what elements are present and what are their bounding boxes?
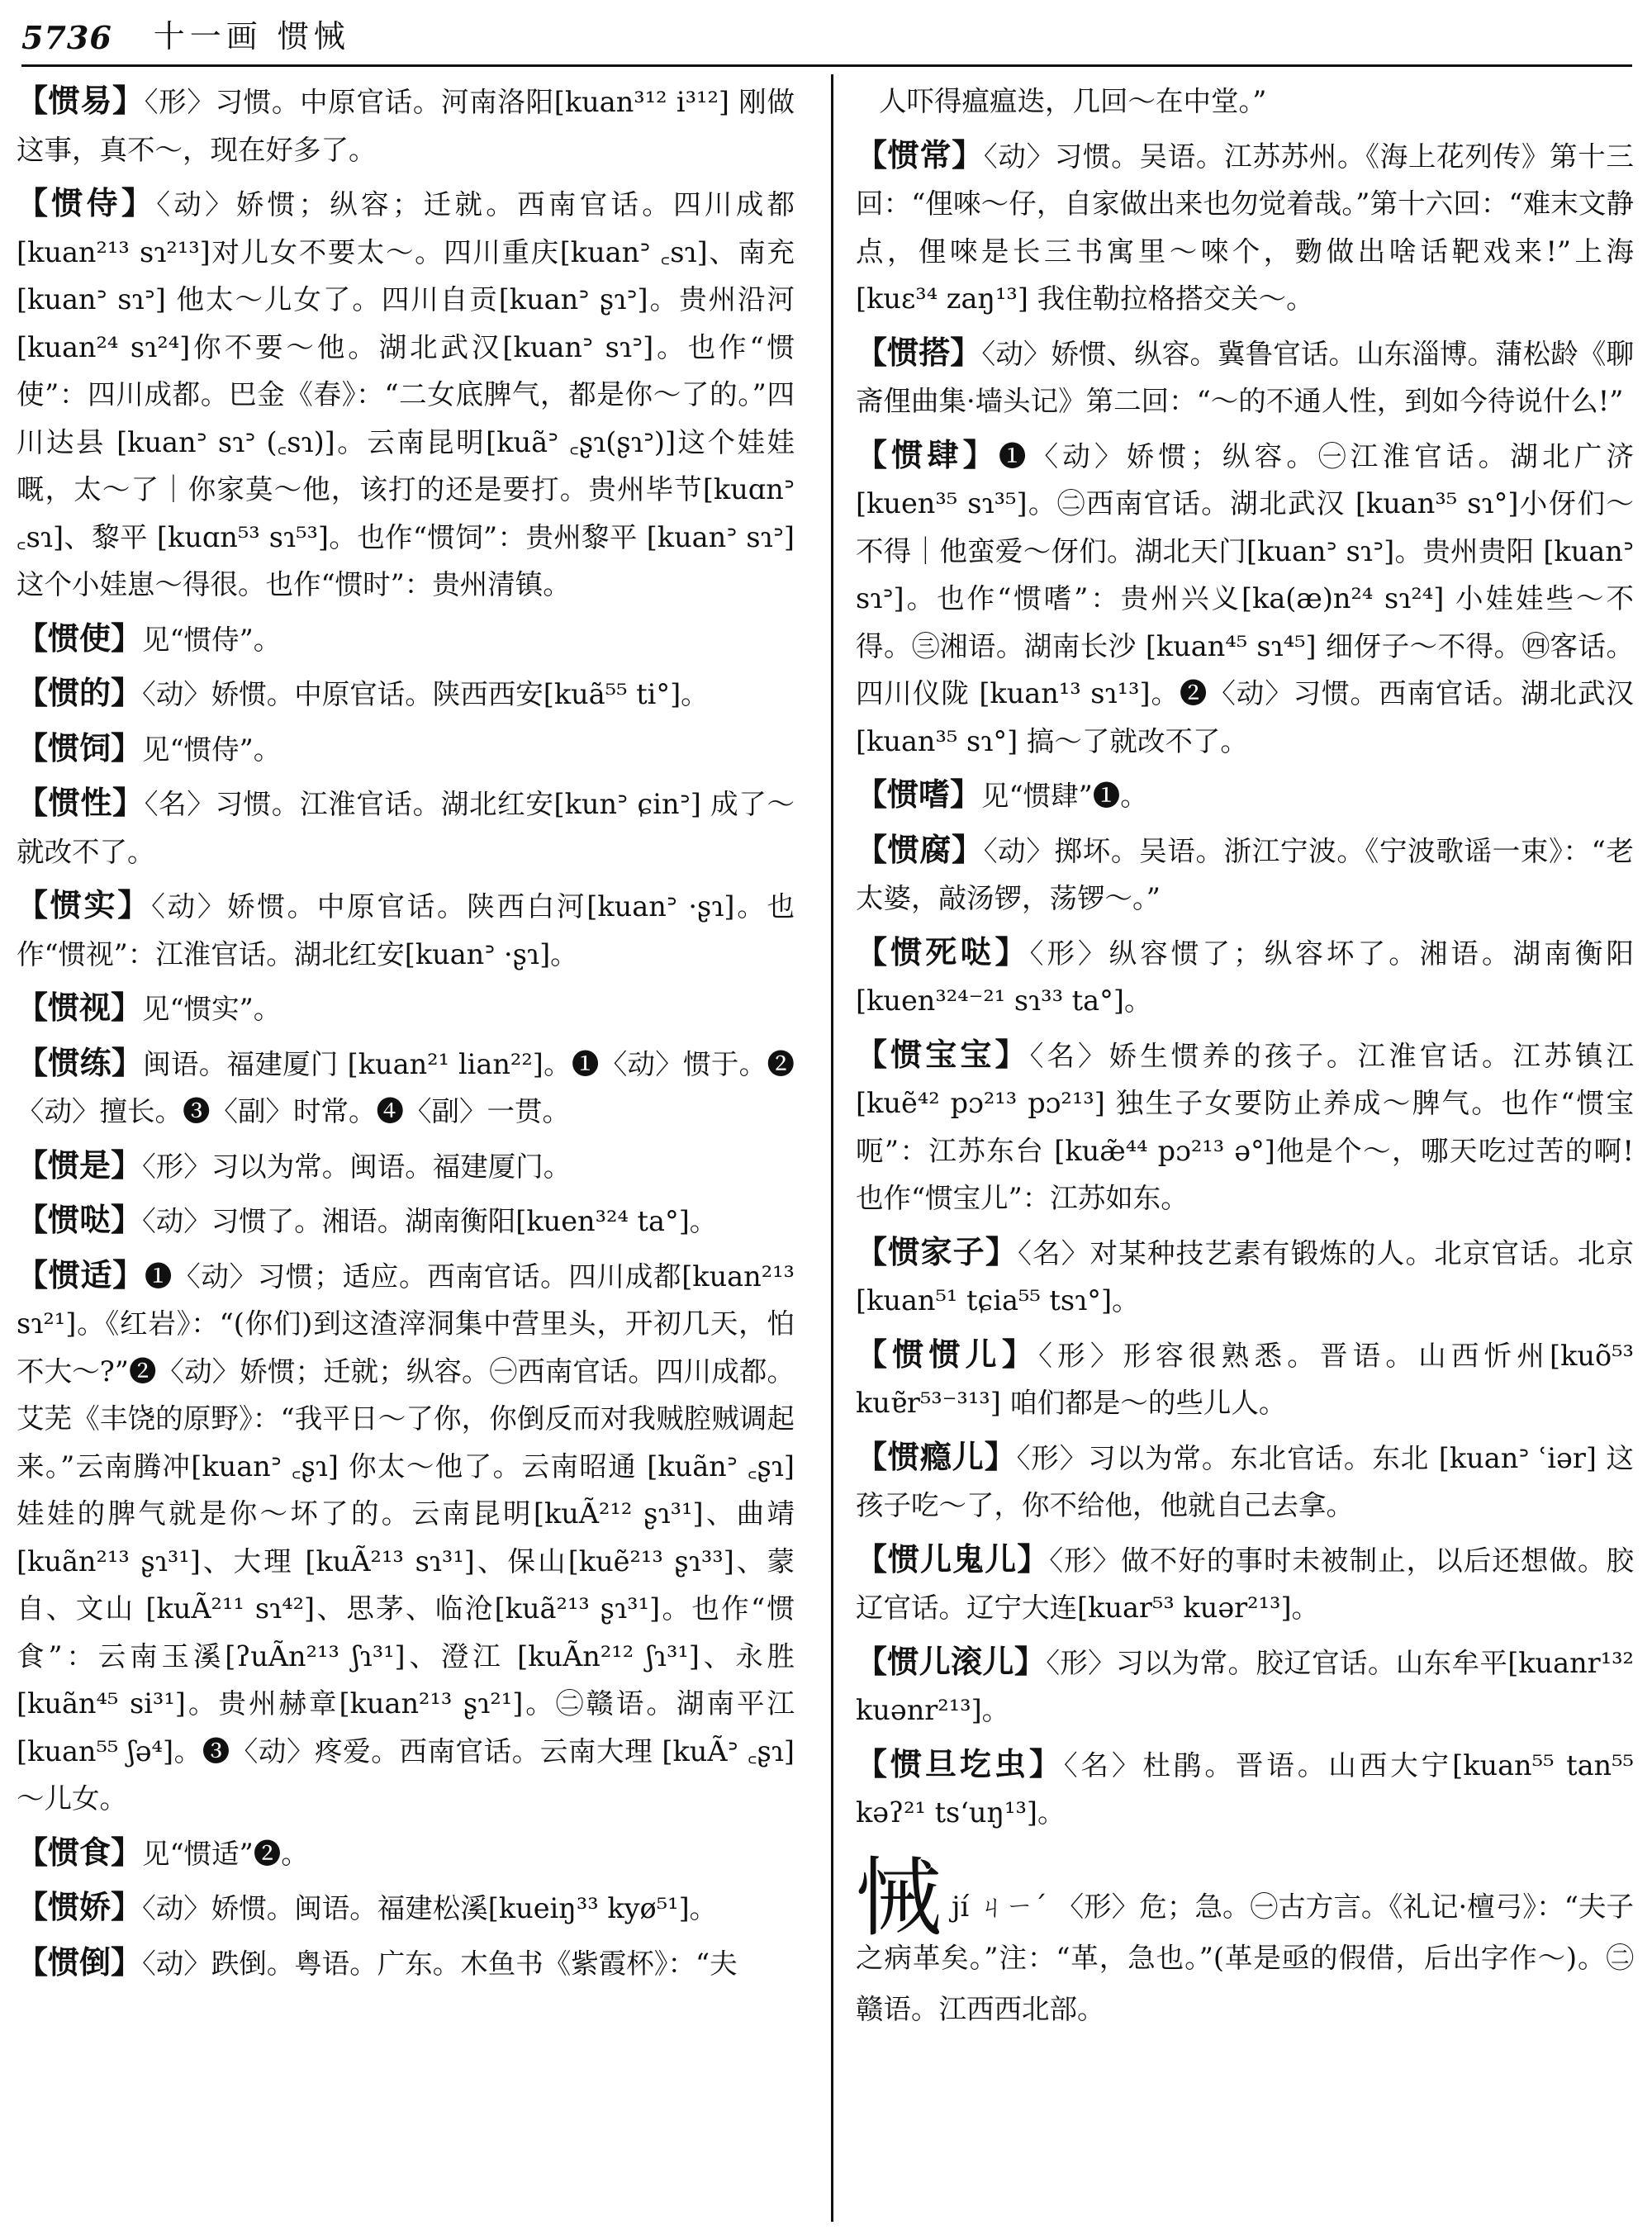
- left-column: [17, 78, 795, 2217]
- headword: 【惯是】: [17, 1146, 143, 1184]
- definition: 〈名〉娇生惯养的孩子。江淮官话。江苏镇江 [kuẽ⁴² pɔ²¹³ pɔ²¹³] 独生子女要防止养成～脾气。也作“惯宝呃”：江苏东台 [kuæ̃⁴⁴ pɔ²¹³ ə°]他是个～，哪天吃过苦的啊! 也作“惯宝儿”：江苏如东。: [856, 1039, 1634, 1214]
- dictionary-entry: [17, 985, 795, 1033]
- dictionary-entry: [17, 180, 795, 609]
- headword: 【惯儿滚儿】: [856, 1643, 1047, 1680]
- headword: 【惯旦圪虫】: [856, 1745, 1064, 1782]
- headword: 【惯食】: [17, 1834, 143, 1871]
- definition: 〈动〉习惯。吴语。江苏苏州。《海上花列传》第十三回：“俚唻～仔，自家做出来也勿觉着哉。”第十六回：“难末文静点，俚唻是长三书寓里～唻个，覅做出啥话靶戏来!”上海 [kuɛ³⁴ zaŋ¹³] 我住勒拉格搭交关～。: [856, 140, 1634, 315]
- definition: 见“惯实”。: [142, 993, 282, 1025]
- dictionary-entry: [17, 882, 795, 978]
- definition: 人吓得瘟瘟迭，几回～在中堂。”: [879, 85, 1267, 117]
- definition: 〈形〉做不好的事时未被制止，以后还想做。胶辽官话。辽宁大连[kuar⁵³ kuər²¹³]。: [856, 1544, 1634, 1624]
- dictionary-entry: [17, 1040, 795, 1136]
- headword: 【惯腐】: [856, 831, 984, 868]
- definition: jí ㄐㄧˊ 〈形〉危；急。㊀古方言。《礼记·檀弓》：“夫子之病革矣。”注：“革，急也。”(革是亟的假借，后出字作～)。㊁赣语。江西西北部。: [856, 1890, 1634, 2025]
- dictionary-entry: [17, 1142, 795, 1191]
- definition: 〈形〉形容很熟悉。晋语。山西忻州[kuõ⁵³ kuɐ̃r⁵³⁻³¹³] 咱们都是～的些儿人。: [856, 1339, 1634, 1419]
- page-number: 5736: [21, 19, 112, 56]
- definition: ❶〈动〉娇惯；纵容。㊀江淮官话。湖北广济[kuen³⁵ sɿ³⁵]。㊁西南官话。湖北武汉 [kuan³⁵ sɿ°]小伢们～不得｜他蛮爱～伢们。湖北天门[kuanᐣ sɿᐣ]。贵州贵阳 [kuanᐣ sɿᐣ]。也作“惯嗜”：贵州兴义[ka(æ)n²⁴ sɿ²⁴] 小娃娃些～不得。㊂湘语。湖南长沙 [kuan⁴⁵ sɿ⁴⁵] 细伢子～不得。㊃客话。四川仪陇 [kuan¹³ sɿ¹³]。❷〈动〉习惯。西南官话。湖北武汉 [kuan³⁵ sɿ°] 搞～了就改不了。: [856, 439, 1634, 757]
- dictionary-entry: [856, 432, 1634, 766]
- headword: 【惯家子】: [856, 1233, 1018, 1270]
- headword: 【惯饲】: [17, 729, 143, 766]
- dictionary-entry: [856, 1331, 1634, 1427]
- definition: 见“惯肆”❶。: [981, 780, 1148, 812]
- headword: 【惯实】: [17, 887, 152, 923]
- headword: 【惯适】: [17, 1256, 145, 1293]
- dictionary-entry: [17, 1252, 795, 1823]
- headword: 【惯儿鬼儿】: [856, 1540, 1050, 1578]
- headword: 【惯瘾儿】: [856, 1438, 1017, 1475]
- dictionary-entry: [856, 1741, 1634, 1837]
- definition: 见“惯适”❷。: [142, 1837, 309, 1870]
- column-divider: [831, 74, 833, 2222]
- definition: 〈名〉对某种技艺素有锻炼的人。北京官话。北京 [kuan⁵¹ tɕia⁵⁵ tsɿ°]。: [856, 1236, 1634, 1317]
- right-column: [856, 78, 1634, 2217]
- definition: 〈动〉娇惯。中原官话。陕西白河[kuanᐣ ·ʂɿ]。也作“惯视”：江淮官话。湖北红安[kuanᐣ ·ʂɿ]。: [17, 890, 795, 970]
- entry-character: 悈: [856, 1847, 942, 1948]
- definition: 〈形〉习以为常。闽语。福建厦门。: [142, 1150, 572, 1183]
- headword: 【惯倒】: [17, 1943, 143, 1981]
- character-entry: [856, 1847, 1634, 2035]
- dictionary-entry: [17, 78, 795, 173]
- page-header: [21, 7, 1632, 67]
- definition: 〈形〉纵容惯了；纵容坏了。湘语。湖南衡阳 [kuen³²⁴⁻²¹ sɿ³³ ta°]。: [856, 937, 1634, 1017]
- definition: 〈名〉杜鹃。晋语。山西大宁[kuan⁵⁵ tan⁵⁵ kəʔ²¹ tsʻuŋ¹³]。: [856, 1748, 1634, 1829]
- dictionary-entry-continuation: [856, 78, 1634, 126]
- definition: 〈名〉习惯。江淮官话。湖北红安[kunᐣ ɕinᐣ] 成了～就改不了。: [17, 788, 795, 868]
- dictionary-entry: [856, 1032, 1634, 1222]
- definition: 〈形〉习以为常。东北官话。东北 [kuanᐣ ʿiər] 这孩子吃～了，你不给他，他就自己去拿。: [856, 1441, 1634, 1521]
- dictionary-entry: [856, 1536, 1634, 1632]
- headword: 【惯侍】: [17, 185, 157, 221]
- headword: 【惯的】: [17, 675, 143, 711]
- definition: 〈动〉习惯了。湘语。湖南衡阳[kuen³²⁴ ta°]。: [142, 1205, 718, 1237]
- dictionary-entry: [856, 330, 1634, 425]
- headword: 【惯哒】: [17, 1202, 143, 1238]
- definition: 见“惯侍”。: [142, 733, 282, 766]
- definition: 〈动〉娇惯。中原官话。陕西西安[kuã⁵⁵ ti°]。: [142, 678, 709, 710]
- dictionary-entry: [856, 929, 1634, 1025]
- headword: 【惯惯儿】: [856, 1336, 1039, 1373]
- dictionary-entry: [17, 615, 795, 664]
- definition: ❶〈动〉习惯；适应。西南官话。四川成都[kuan²¹³ sɿ²¹]。《红岩》：“(你们)到这渣滓洞集中营里头，开初几天，怕不大～?”❷〈动〉娇惯；迁就；纵容。㊀西南官话。四川成都。艾芜《丰饶的原野》：“我平日～了你，你倒反而对我贼腔贼调起来。”云南腾冲[kuanᐣ ꜀ʂɿ] 你太～他了。云南昭通 [kuãnᐣ ꜀ʂɿ] 娃娃的脾气就是你～坏了的。云南昆明[kuÃ²¹² ʂɿ³¹]、曲靖 [kuãn²¹³ ʂɿ³¹]、大理 [kuÃ²¹³ sɿ³¹]、保山[kuẽ²¹³ ʂɿ³³]、蒙自、文山 [kuÃ²¹¹ sɿ⁴²]、思茅、临沧[kuã²¹³ ʂɿ³¹]。也作“惯食”：云南玉溪[ʔuÃn²¹³ ʃɿ³¹]、澄江 [kuÃn²¹² ʃɿ³¹]、永胜[kuãn⁴⁵ si³¹]。贵州赫章[kuan²¹³ ʂɿ²¹]。㊁赣语。湖南平江[kuan⁵⁵ ʃə⁴]。❸〈动〉疼爱。西南官话。云南大理 [kuÃᐣ ꜀ʂɿ] ～儿女。: [17, 1260, 795, 1815]
- dictionary-entry: [17, 725, 795, 774]
- headword: 【惯常】: [856, 136, 984, 173]
- dictionary-entry: [856, 1639, 1634, 1734]
- headword: 【惯练】: [17, 1044, 144, 1081]
- headword: 【惯死哒】: [856, 933, 1030, 970]
- dictionary-entry: [856, 771, 1634, 820]
- headword: 【惯娇】: [17, 1889, 143, 1925]
- dictionary-entry: [17, 670, 795, 719]
- headword: 【惯易】: [17, 83, 145, 119]
- definition: 〈动〉跌倒。粤语。广东。木鱼书《紫霞杯》：“夫: [142, 1947, 738, 1980]
- definition: 〈动〉娇惯。闽语。福建松溪[kueiŋ³³ kyø⁵¹]。: [142, 1892, 718, 1924]
- headword: 【惯宝宝】: [856, 1036, 1030, 1073]
- section-heading: 十一画 惯悈: [153, 18, 350, 55]
- dictionary-entry: [856, 827, 1634, 923]
- dictionary-entry: [17, 1829, 795, 1878]
- definition: 〈形〉习以为常。胶辽官话。山东牟平[kuanr¹³² kuənr²¹³]。: [856, 1646, 1634, 1726]
- dictionary-entry: [17, 1939, 795, 1988]
- dictionary-entry: [17, 1197, 795, 1245]
- definition: 〈动〉掷坏。吴语。浙江宁波。《宁波歌谣一束》：“老太婆，敲汤锣，荡锣～。”: [856, 834, 1634, 914]
- definition: 〈动〉娇惯、纵容。冀鲁官话。山东淄博。蒲松龄《聊斋俚曲集·墙头记》第二回：“～的不通人性，到如今待说什么!”: [856, 337, 1634, 417]
- definition: 见“惯侍”。: [142, 623, 282, 656]
- dictionary-entry: [856, 1229, 1634, 1325]
- definition: 〈动〉娇惯；纵容；迁就。西南官话。四川成都[kuan²¹³ sɿ²¹³]对儿女不要太～。四川重庆[kuanᐣ ꜀sɿ]、南充 [kuanᐣ sɿᐣ] 他太～儿女了。四川自贡[kuanᐣ ʂɿᐣ]。贵州沿河[kuan²⁴ sɿ²⁴]你不要～他。湖北武汉[kuanᐣ sɿᐣ]。也作“惯使”：四川成都。巴金《春》：“二女底脾气，都是你～了的。”四川达县 [kuanᐣ sɿᐣ (꜀sɿ)]。云南昆明[kuãᐣ ꜀ʂɿ(ʂɿᐣ)]这个娃娃嘅，太～了｜你家莫～他，该打的还是要打。贵州毕节[kuɑnᐣ ꜀sɿ]、黎平 [kuɑn⁵³ sɿ⁵³]。也作“惯饲”：贵州黎平 [kuanᐣ sɿᐣ] 这个小娃崽～得很。也作“惯时”：贵州清镇。: [17, 188, 795, 600]
- headword: 【惯嗜】: [856, 776, 982, 813]
- dictionary-entry: [17, 1884, 795, 1933]
- dictionary-entry: [856, 132, 1634, 323]
- definition: 〈形〉习惯。中原官话。河南洛阳[kuan³¹² i³¹²] 刚做这事，真不～，现在好多了。: [17, 86, 795, 166]
- headword: 【惯视】: [17, 989, 143, 1026]
- dictionary-entry: [856, 1434, 1634, 1530]
- definition: 闽语。福建厦门 [kuan²¹ lian²²]。❶〈动〉惯于。❷〈动〉擅长。❸〈副〉时常。❹〈副〉一贯。: [17, 1047, 795, 1127]
- dictionary-entry: [17, 780, 795, 875]
- headword: 【惯肆】: [856, 436, 999, 473]
- headword: 【惯搭】: [856, 334, 982, 371]
- headword: 【惯使】: [17, 619, 143, 657]
- headword: 【惯性】: [17, 785, 145, 821]
